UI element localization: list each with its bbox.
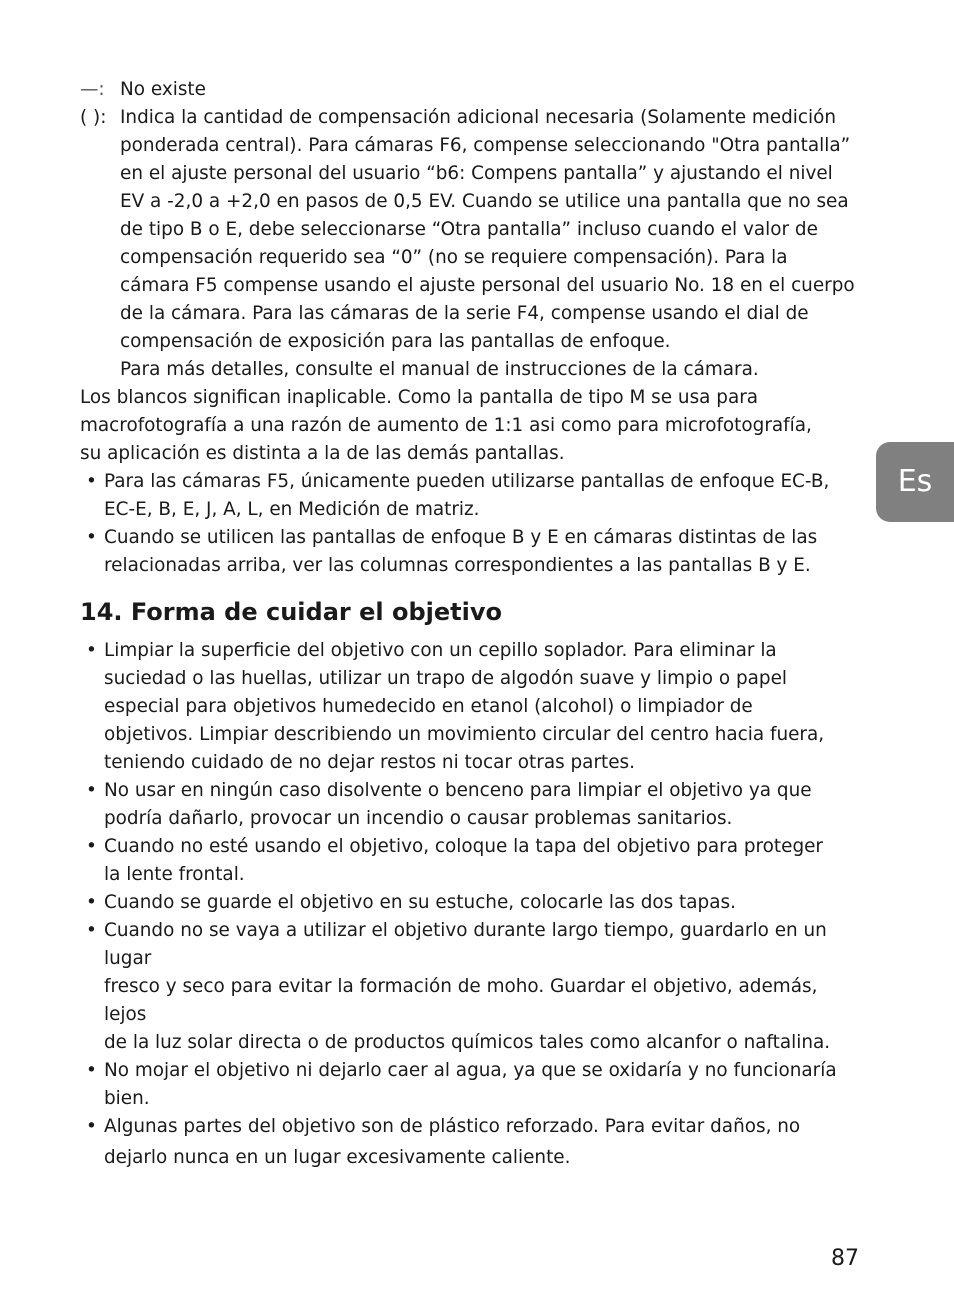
- bullet-line: de la luz solar directa o de productos químicos tales como alcanfor o naftalina.: [104, 1032, 831, 1053]
- legend-block: [80, 76, 860, 384]
- bullet-item: [80, 1113, 860, 1174]
- bullet-dot: •: [86, 527, 97, 548]
- bullet-dot: •: [86, 780, 97, 801]
- bullet-line: Cuando no se vaya a utilizar el objetivo durante largo tiempo, guardarlo en un lugar: [104, 920, 827, 969]
- bullet-line: bien.: [104, 1088, 150, 1109]
- section-heading: 14. Forma de cuidar el objetivo: [80, 598, 502, 626]
- bullet-dot: •: [86, 471, 97, 492]
- bullet-line: Para las cámaras F5, únicamente pueden utilizarse pantallas de enfoque EC-B,: [104, 471, 830, 492]
- bullet-line: fresco y seco para evitar la formación de moho. Guardar el objetivo, además, lejos: [104, 976, 818, 1025]
- legend-line: compensación de exposición para las pantallas de enfoque.: [120, 331, 671, 352]
- legend-symbol: —:: [80, 79, 105, 100]
- legend-row: [80, 104, 860, 384]
- bullet-dot: •: [86, 836, 97, 857]
- bullet-item: [80, 889, 860, 917]
- bullet-line: dejarlo nunca en un lugar excesivamente caliente.: [104, 1147, 571, 1168]
- bullet-line: objetivos. Limpiar describiendo un movimiento circular del centro hacia fuera,: [104, 724, 825, 745]
- legend-row: [80, 76, 860, 104]
- legend-line: en el ajuste personal del usuario “b6: Compens pantalla” y ajustando el nivel: [120, 163, 833, 184]
- bullet-line: suciedad o las huellas, utilizar un trapo de algodón suave y limpio o papel: [104, 668, 788, 689]
- bullet-line: relacionadas arriba, ver las columnas correspondientes a las pantallas B y E.: [104, 555, 811, 576]
- legend-line: No existe: [120, 79, 206, 100]
- note-paragraph: [80, 384, 860, 468]
- bullet-dot: •: [86, 920, 97, 941]
- language-tab: Es: [876, 442, 954, 522]
- bullet-line: Cuando se utilicen las pantallas de enfoque B y E en cámaras distintas de las: [104, 527, 818, 548]
- bullet-line: teniendo cuidado de no dejar restos ni tocar otras partes.: [104, 752, 635, 773]
- bullet-dot: •: [86, 640, 97, 661]
- bullet-line: podría dañarlo, provocar un incendio o causar problemas sanitarios.: [104, 808, 733, 829]
- bullet-item: [80, 917, 860, 1057]
- bullet-item: [80, 468, 860, 524]
- bullet-dot: •: [86, 1116, 97, 1137]
- page-content: [80, 76, 860, 1174]
- bullet-line: la lente frontal.: [104, 864, 245, 885]
- bullet-line: Limpiar la superficie del objetivo con un cepillo soplador. Para eliminar la: [104, 640, 777, 661]
- bullet-line: Algunas partes del objetivo son de plástico reforzado. Para evitar daños, no: [104, 1116, 801, 1137]
- note-line: macrofotografía a una razón de aumento de 1:1 asi como para microfotografía,: [80, 415, 812, 436]
- bullet-line: No usar en ningún caso disolvente o benceno para limpiar el objetivo ya que: [104, 780, 812, 801]
- legend-symbol: ( ):: [80, 107, 107, 128]
- legend-line: de tipo B o E, debe seleccionarse “Otra pantalla” incluso cuando el valor de: [120, 219, 818, 240]
- bullet-line: Cuando se guarde el objetivo en su estuche, colocarle las dos tapas.: [104, 892, 736, 913]
- legend-line: Indica la cantidad de compensación adicional necesaria (Solamente medición: [120, 107, 837, 128]
- bullet-dot: •: [86, 1060, 97, 1081]
- legend-line: compensación requerido sea “0” (no se requiere compensación). Para la: [120, 247, 788, 268]
- legend-line: de la cámara. Para las cámaras de la serie F4, compense usando el dial de: [120, 303, 809, 324]
- bullet-line: especial para objetivos humedecido en etanol (alcohol) o limpiador de: [104, 696, 753, 717]
- legend-line: cámara F5 compense usando el ajuste personal del usuario No. 18 en el cuerpo: [120, 275, 855, 296]
- bullet-item: [80, 833, 860, 889]
- bullet-item: [80, 637, 860, 777]
- note-bullet-list: [80, 468, 860, 580]
- bullet-dot: •: [86, 892, 97, 913]
- legend-line: ponderada central). Para cámaras F6, compense seleccionando "Otra pantalla”: [120, 135, 851, 156]
- bullet-item: [80, 524, 860, 580]
- bullet-line: EC-E, B, E, J, A, L, en Medición de matriz.: [104, 499, 480, 520]
- bullet-line: No mojar el objetivo ni dejarlo caer al agua, ya que se oxidaría y no funcionaría: [104, 1060, 837, 1081]
- note-line: su aplicación es distinta a la de las demás pantallas.: [80, 443, 565, 464]
- bullet-item: [80, 1057, 860, 1113]
- note-line: Los blancos significan inaplicable. Como la pantalla de tipo M se usa para: [80, 387, 759, 408]
- care-bullet-list: [80, 637, 860, 1174]
- legend-line: Para más detalles, consulte el manual de instrucciones de la cámara.: [120, 359, 759, 380]
- bullet-item: [80, 777, 860, 833]
- page-number: 87: [831, 1246, 859, 1271]
- bullet-line: Cuando no esté usando el objetivo, coloque la tapa del objetivo para proteger: [104, 836, 823, 857]
- legend-line: EV a -2,0 a +2,0 en pasos de 0,5 EV. Cuando se utilice una pantalla que no sea: [120, 191, 849, 212]
